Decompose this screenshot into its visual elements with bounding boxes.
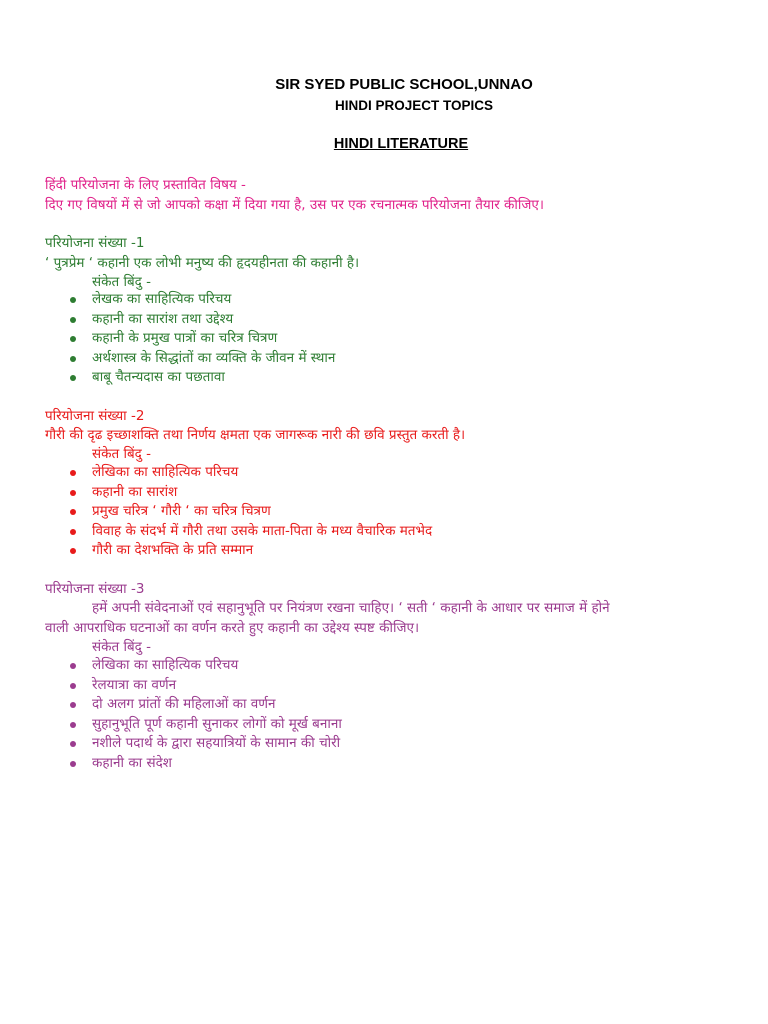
section-heading: HINDI LITERATURE	[333, 136, 469, 152]
bullet-icon	[70, 702, 76, 708]
list-item: लेखक का साहित्यिक परिचय	[0, 290, 335, 310]
list-item: लेखिका का साहित्यिक परिचय	[0, 656, 342, 676]
list-item: लेखिका का साहित्यिक परिचय	[0, 463, 432, 483]
project-3-text-line-2: वाली आपराधिक घटनाओं का वर्णन करते हुए कहानी का उद्देश्य स्पष्ट कीजिए।	[45, 620, 420, 636]
list-item: कहानी का सारांश	[0, 483, 432, 503]
list-item: कहानी का संदेश	[0, 754, 342, 774]
list-item: दो अलग प्रांतों की महिलाओं का वर्णन	[0, 695, 342, 715]
list-item: विवाह के संदर्भ में गौरी तथा उसके माता-पिता के मध्य वैचारिक मतभेद	[0, 522, 432, 542]
list-item: प्रमुख चरित्र ‘ गौरी ‘ का चरित्र चित्रण	[0, 502, 432, 522]
project-3-text-line-1: हमें अपनी संवेदनाओं एवं सहानुभूति पर नियंत्रण रखना चाहिए। ‘ सती ‘ कहानी के आधार पर समाज में होने	[92, 600, 610, 616]
list-item: सुहानुभूति पूर्ण कहानी सुनाकर लोगों को मूर्ख बनाना	[0, 715, 342, 735]
bullet-icon	[70, 297, 76, 303]
bullet-icon	[70, 761, 76, 767]
bullet-icon	[70, 663, 76, 669]
intro-heading: हिंदी परियोजना के लिए प्रस्तावित विषय -	[45, 177, 246, 193]
project-1-hints-label: संकेत बिंदु -	[92, 274, 152, 290]
bullet-icon	[70, 317, 76, 323]
project-1-points	[0, 290, 335, 388]
project-3-points	[0, 656, 342, 773]
project-1-text: ‘ पुत्रप्रेम ‘ कहानी एक लोभी मनुष्य की हृदयहीनता की कहानी है।	[45, 255, 360, 271]
project-3-heading: परियोजना संख्या -3	[45, 581, 145, 597]
list-item: अर्थशास्त्र के सिद्धांतों का व्यक्ति के जीवन में स्थान	[0, 349, 335, 369]
list-item: कहानी का सारांश तथा उद्देश्य	[0, 310, 335, 330]
bullet-icon	[70, 741, 76, 747]
project-2-points	[0, 463, 432, 561]
bullet-icon	[70, 722, 76, 728]
bullet-icon	[70, 336, 76, 342]
bullet-icon	[70, 683, 76, 689]
list-item: बाबू चैतन्यदास का पछतावा	[0, 368, 335, 388]
project-2-heading: परियोजना संख्या -2	[45, 408, 145, 424]
list-item: नशीले पदार्थ के द्वारा सहयात्रियों के सामान की चोरी	[0, 734, 342, 754]
project-3-hints-label: संकेत बिंदु -	[92, 639, 152, 655]
bullet-icon	[70, 509, 76, 515]
bullet-icon	[70, 529, 76, 535]
document-subtitle: HINDI PROJECT TOPICS	[334, 98, 494, 113]
project-2-hints-label: संकेत बिंदु -	[92, 446, 152, 462]
bullet-icon	[70, 490, 76, 496]
list-item: गौरी का देशभक्ति के प्रति सम्मान	[0, 541, 432, 561]
project-1-heading: परियोजना संख्या -1	[45, 235, 145, 251]
bullet-icon	[70, 356, 76, 362]
list-item: रेलयात्रा का वर्णन	[0, 676, 342, 696]
school-name: SIR SYED PUBLIC SCHOOL,UNNAO	[275, 76, 533, 93]
intro-instruction: दिए गए विषयों में से जो आपको कक्षा में दिया गया है, उस पर एक रचनात्मक परियोजना तैयार कीजिए।	[45, 197, 544, 213]
project-2-text: गौरी की दृढ इच्छाशक्ति तथा निर्णय क्षमता एक जागरूक नारी की छवि प्रस्तुत करती है।	[45, 427, 466, 443]
bullet-icon	[70, 375, 76, 381]
bullet-icon	[70, 470, 76, 476]
bullet-icon	[70, 548, 76, 554]
list-item: कहानी के प्रमुख पात्रों का चरित्र चित्रण	[0, 329, 335, 349]
